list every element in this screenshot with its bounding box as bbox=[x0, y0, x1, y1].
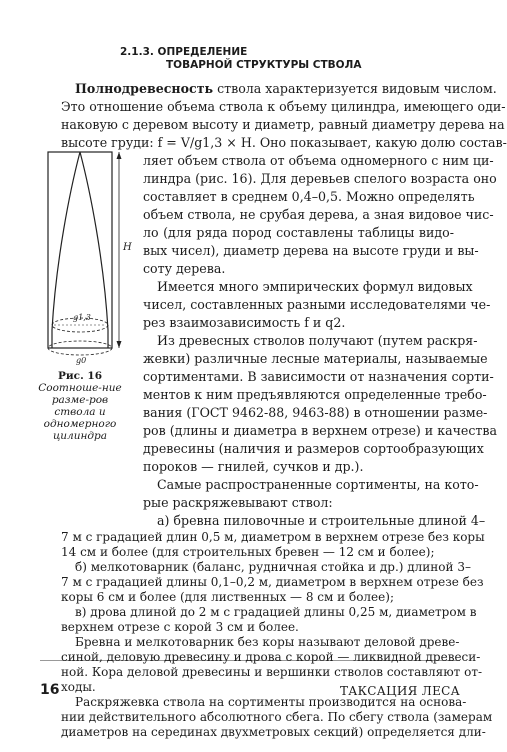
text-line: ров (длины и диаметра в верхнем отрезе) и качества bbox=[143, 423, 497, 438]
text-line: рез взаимозависимость f и q2. bbox=[143, 315, 346, 330]
text-line: Из древесных стволов получают (путем раскря- bbox=[157, 333, 478, 348]
text-line: диаметров на серединах двухметровых секций) определяется дли- bbox=[61, 725, 486, 739]
text-line: Самые распространенные сортименты, на кото- bbox=[157, 477, 479, 492]
caption-text: Соотноше-ние разме-ров ствола и одномерного цилиндра bbox=[38, 382, 122, 442]
text-line: вания (ГОСТ 9462-88, 9463-88) в отношении разме- bbox=[143, 405, 488, 420]
section-title-line1: ОПРЕДЕЛЕНИЕ bbox=[157, 46, 248, 58]
text-line: древесины (наличия и размеров сортообразующих bbox=[143, 441, 484, 456]
arrow-up-icon bbox=[117, 152, 122, 159]
text-line: жевки) различные лесные материалы, называемые bbox=[143, 351, 488, 366]
figure-caption bbox=[34, 370, 126, 442]
text-line: пороков — гнилей, сучков и др.). bbox=[143, 459, 364, 474]
label-g0: g0 bbox=[76, 356, 87, 365]
section-heading bbox=[120, 46, 420, 72]
text-line: объем ствола, не срубая дерева, а зная видовое чис- bbox=[143, 207, 494, 222]
caption-label: Рис. 16 bbox=[58, 370, 102, 382]
text-line: нии действительного абсолютного сбега. По сбегу ствола (замерам bbox=[61, 710, 493, 724]
text-line: а) бревна пиловочные и строительные длиной 4– bbox=[157, 513, 486, 528]
text-line: верхнем отрезе с корой 3 см и более. bbox=[61, 620, 299, 634]
text-line: наковую с деревом высоту и диаметр, равный диаметру дерева на bbox=[61, 117, 505, 132]
text-line: 7 м с градацией длин 0,5 м, диаметром в верхнем отрезе без коры bbox=[61, 530, 485, 544]
label-g13: g1,3 bbox=[73, 313, 91, 322]
text-line: ной. Кора деловой древесины и вершинки стволов составляют от- bbox=[61, 665, 483, 679]
text-line: ло (для ряда пород составлены таблицы видо- bbox=[143, 225, 454, 240]
text-line bbox=[61, 80, 497, 98]
text-line: 7 м с градацией длины 0,1–0,2 м, диаметром в верхнем отрезе без bbox=[61, 575, 484, 589]
text-line: чисел, составленных разными исследователями че- bbox=[143, 297, 491, 312]
text-line: рые раскряжевывают ствол: bbox=[143, 495, 333, 510]
label-H: H bbox=[123, 242, 132, 253]
text-line: соту дерева. bbox=[143, 261, 226, 276]
line-text: ствола характеризуется видовым числом. bbox=[217, 81, 497, 96]
page-number: 16 bbox=[40, 682, 60, 698]
text-line: составляет в среднем 0,4–0,5. Можно определять bbox=[143, 189, 475, 204]
running-title: ТАКСАЦИЯ ЛЕСА bbox=[339, 684, 460, 698]
text-line: Имеется много эмпирических формул видовых bbox=[157, 279, 473, 294]
text-line: ходы. bbox=[61, 680, 96, 694]
text-line: вых чисел), диаметр дерева на высоте груди и вы- bbox=[143, 243, 479, 258]
section-number: 2.1.3. bbox=[120, 46, 154, 58]
text-line: высоте груди: f = V/g1,3 × H. Оно показывает, какую долю состав- bbox=[61, 135, 507, 150]
text-line: Это отношение объема ствола к объему цилиндра, имеющего оди- bbox=[61, 99, 506, 114]
stem-cylinder-figure bbox=[40, 150, 130, 365]
text-line: линдра (рис. 16). Для деревьев спелого возраста оно bbox=[143, 171, 497, 186]
text-line: ляет объем ствола от объема одномерного с ним ци- bbox=[143, 153, 494, 168]
section-title-line2: ТОВАРНОЙ СТРУКТУРЫ СТВОЛА bbox=[166, 59, 362, 71]
arrow-down-icon bbox=[117, 341, 122, 348]
text-line: б) мелкотоварник (баланс, рудничная стойка и др.) длиной 3– bbox=[75, 560, 471, 574]
term-bold: Полнодревесность bbox=[75, 81, 214, 96]
text-line: коры 6 см и более (для лиственных — 8 см и более); bbox=[61, 590, 394, 604]
text-line: Раскряжевка ствола на сортименты производится на основа- bbox=[75, 695, 467, 709]
text-line: ментов к ним предъявляются определенные требо- bbox=[143, 387, 487, 402]
text-line: синой, деловую древесину и дрова с корой — ликвидной древеси- bbox=[61, 650, 481, 664]
text-line: в) дрова длиной до 2 м с градацией длины 0,25 м, диаметром в bbox=[75, 605, 477, 619]
text-line: Бревна и мелкотоварник без коры называют деловой древе- bbox=[75, 635, 460, 649]
text-line: сортиментами. В зависимости от назначения сорти- bbox=[143, 369, 494, 384]
text-line: 14 см и более (для строительных бревен — 12 см и более); bbox=[61, 545, 435, 559]
